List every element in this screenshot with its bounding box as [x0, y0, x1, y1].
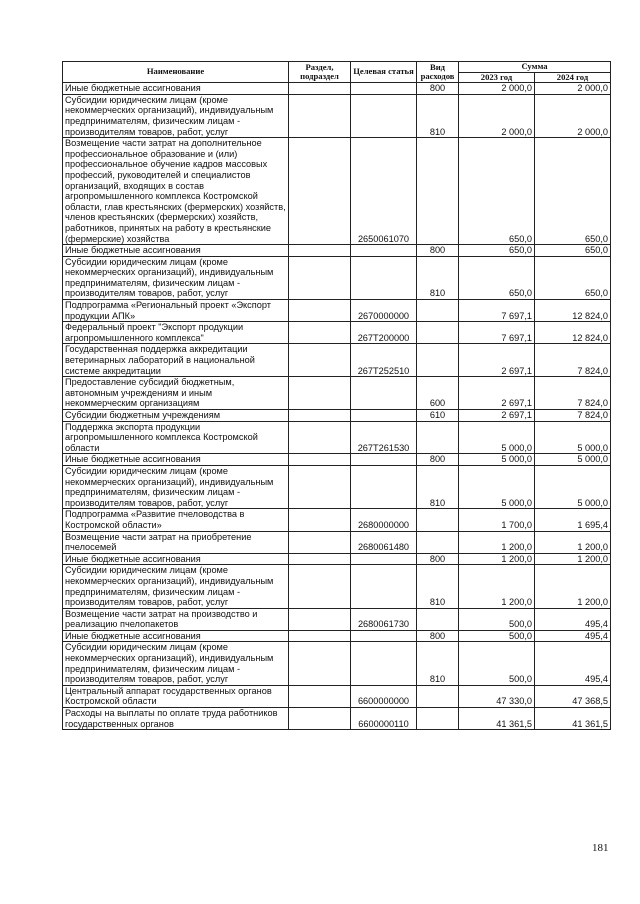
row-sum-2024-cell: 5 000,0 — [535, 421, 611, 454]
row-target-article-cell — [351, 630, 417, 642]
row-sum-2023-cell: 500,0 — [459, 630, 535, 642]
row-expense-type-cell — [417, 138, 459, 245]
row-target-article-cell — [351, 565, 417, 608]
row-section-cell — [289, 256, 351, 299]
row-name-cell: Субсидии юридическим лицам (кроме некоммерческих организаций), индивидуальным предпринимателям, физическим лицам - производителям товаров, работ, услуг — [63, 94, 289, 137]
row-sum-2023-cell: 2 697,1 — [459, 344, 535, 377]
row-name-cell: Поддержка экспорта продукции агропромышленного комплекса Костромской области — [63, 421, 289, 454]
row-target-article-cell: 2650061070 — [351, 138, 417, 245]
table-row — [63, 531, 611, 553]
row-sum-2023-cell: 2 697,1 — [459, 410, 535, 422]
row-sum-2024-cell: 2 000,0 — [535, 83, 611, 95]
row-sum-2024-cell: 7 824,0 — [535, 377, 611, 410]
row-sum-2024-cell: 1 200,0 — [535, 553, 611, 565]
row-name-cell: Субсидии бюджетным учреждениям — [63, 410, 289, 422]
row-name-cell: Предоставление субсидий бюджетным, автономным учреждениям и иным некоммерческим организациям — [63, 377, 289, 410]
row-sum-2023-cell: 2 697,1 — [459, 377, 535, 410]
row-section-cell — [289, 531, 351, 553]
row-target-article-cell — [351, 553, 417, 565]
row-target-article-cell: 2670000000 — [351, 300, 417, 322]
row-section-cell — [289, 344, 351, 377]
row-name-cell: Подпрограмма «Региональный проект «Экспорт продукции АПК» — [63, 300, 289, 322]
row-sum-2023-cell: 2 000,0 — [459, 83, 535, 95]
row-name-cell: Возмещение части затрат на производство и реализацию пчелопакетов — [63, 608, 289, 630]
row-expense-type-cell — [417, 708, 459, 730]
row-name-cell: Иные бюджетные ассигнования — [63, 454, 289, 466]
table-row — [63, 421, 611, 454]
header-sum: Сумма — [459, 62, 611, 73]
row-sum-2023-cell: 7 697,1 — [459, 300, 535, 322]
row-expense-type-cell: 800 — [417, 83, 459, 95]
row-sum-2023-cell: 5 000,0 — [459, 421, 535, 454]
row-sum-2023-cell: 650,0 — [459, 138, 535, 245]
row-sum-2023-cell: 2 000,0 — [459, 94, 535, 137]
row-expense-type-cell: 810 — [417, 465, 459, 508]
row-section-cell — [289, 83, 351, 95]
row-sum-2024-cell: 650,0 — [535, 256, 611, 299]
row-section-cell — [289, 300, 351, 322]
row-sum-2024-cell: 1 695,4 — [535, 509, 611, 531]
table-header — [63, 62, 611, 83]
row-sum-2023-cell: 650,0 — [459, 256, 535, 299]
budget-table — [62, 61, 611, 730]
row-section-cell — [289, 553, 351, 565]
row-target-article-cell — [351, 94, 417, 137]
row-name-cell: Иные бюджетные ассигнования — [63, 630, 289, 642]
row-section-cell — [289, 138, 351, 245]
row-target-article-cell — [351, 465, 417, 508]
row-sum-2024-cell: 47 368,5 — [535, 685, 611, 707]
row-sum-2023-cell: 5 000,0 — [459, 454, 535, 466]
row-name-cell: Центральный аппарат государственных органов Костромской области — [63, 685, 289, 707]
row-expense-type-cell — [417, 531, 459, 553]
table-row — [63, 322, 611, 344]
table-row — [63, 245, 611, 257]
row-expense-type-cell: 800 — [417, 454, 459, 466]
table-row — [63, 377, 611, 410]
row-target-article-cell: 6600000000 — [351, 685, 417, 707]
row-sum-2024-cell: 5 000,0 — [535, 465, 611, 508]
row-expense-type-cell — [417, 344, 459, 377]
table-row — [63, 410, 611, 422]
row-expense-type-cell: 810 — [417, 565, 459, 608]
header-name: Наименование — [63, 62, 289, 83]
row-sum-2024-cell: 1 200,0 — [535, 531, 611, 553]
row-name-cell: Субсидии юридическим лицам (кроме некоммерческих организаций), индивидуальным предпринимателям, физическим лицам - производителям товаров, работ, услуг — [63, 565, 289, 608]
table-row — [63, 465, 611, 508]
row-sum-2024-cell: 7 824,0 — [535, 410, 611, 422]
table-row — [63, 565, 611, 608]
row-section-cell — [289, 565, 351, 608]
header-year-2023: 2023 год — [459, 72, 535, 83]
row-name-cell: Субсидии юридическим лицам (кроме некоммерческих организаций), индивидуальным предпринимателям, физическим лицам - производителям товаров, работ, услуг — [63, 256, 289, 299]
row-expense-type-cell: 810 — [417, 256, 459, 299]
row-expense-type-cell: 800 — [417, 630, 459, 642]
row-section-cell — [289, 630, 351, 642]
row-sum-2024-cell: 12 824,0 — [535, 322, 611, 344]
table-row — [63, 256, 611, 299]
row-sum-2023-cell: 500,0 — [459, 608, 535, 630]
row-name-cell: Субсидии юридическим лицам (кроме некоммерческих организаций), индивидуальным предпринимателям, физическим лицам - производителям товаров, работ, услуг — [63, 642, 289, 685]
row-target-article-cell — [351, 245, 417, 257]
row-sum-2024-cell: 495,4 — [535, 642, 611, 685]
header-target-article: Целевая статья — [351, 62, 417, 83]
table-row — [63, 685, 611, 707]
row-section-cell — [289, 377, 351, 410]
row-sum-2023-cell: 47 330,0 — [459, 685, 535, 707]
header-section: Раздел, подраздел — [289, 62, 351, 83]
row-section-cell — [289, 421, 351, 454]
row-name-cell: Иные бюджетные ассигнования — [63, 245, 289, 257]
row-sum-2023-cell: 41 361,5 — [459, 708, 535, 730]
table-row — [63, 300, 611, 322]
table-row — [63, 83, 611, 95]
row-target-article-cell: 267T200000 — [351, 322, 417, 344]
table-body — [63, 83, 611, 730]
row-sum-2024-cell: 650,0 — [535, 138, 611, 245]
row-target-article-cell — [351, 642, 417, 685]
row-target-article-cell: 2680061480 — [351, 531, 417, 553]
row-section-cell — [289, 685, 351, 707]
row-target-article-cell — [351, 256, 417, 299]
row-sum-2024-cell: 650,0 — [535, 245, 611, 257]
row-sum-2023-cell: 500,0 — [459, 642, 535, 685]
row-expense-type-cell: 800 — [417, 245, 459, 257]
row-sum-2023-cell: 7 697,1 — [459, 322, 535, 344]
row-expense-type-cell: 810 — [417, 94, 459, 137]
row-expense-type-cell — [417, 685, 459, 707]
table-row — [63, 509, 611, 531]
row-sum-2023-cell: 1 700,0 — [459, 509, 535, 531]
row-expense-type-cell: 810 — [417, 642, 459, 685]
row-expense-type-cell — [417, 509, 459, 531]
row-target-article-cell: 267T252510 — [351, 344, 417, 377]
row-name-cell: Иные бюджетные ассигнования — [63, 553, 289, 565]
row-sum-2023-cell: 1 200,0 — [459, 565, 535, 608]
row-name-cell: Иные бюджетные ассигнования — [63, 83, 289, 95]
row-sum-2023-cell: 1 200,0 — [459, 553, 535, 565]
row-section-cell — [289, 708, 351, 730]
row-sum-2024-cell: 12 824,0 — [535, 300, 611, 322]
row-target-article-cell: 2680061730 — [351, 608, 417, 630]
row-section-cell — [289, 410, 351, 422]
row-expense-type-cell — [417, 608, 459, 630]
table-row — [63, 344, 611, 377]
row-sum-2023-cell: 1 200,0 — [459, 531, 535, 553]
row-sum-2024-cell: 41 361,5 — [535, 708, 611, 730]
row-name-cell: Возмещение части затрат на дополнительное профессиональное образование и (или) профессиональное обучение кадров массовых профессий, руководителей и специалистов организаций, входящих в состав агропромышленного комплекса Костромской области, глав крестьянских (фермерских) хозяйств, членов крестьянских (фермерских) хозяйств, работников, принятых на работу в крестьянские (фермерские) хозяйства — [63, 138, 289, 245]
row-expense-type-cell: 600 — [417, 377, 459, 410]
row-sum-2023-cell: 650,0 — [459, 245, 535, 257]
row-section-cell — [289, 642, 351, 685]
row-section-cell — [289, 245, 351, 257]
row-name-cell: Государственная поддержка аккредитации ветеринарных лабораторий в национальной системе аккредитации — [63, 344, 289, 377]
row-target-article-cell: 2680000000 — [351, 509, 417, 531]
row-target-article-cell: 267T261530 — [351, 421, 417, 454]
row-section-cell — [289, 322, 351, 344]
table-row — [63, 708, 611, 730]
row-sum-2024-cell: 5 000,0 — [535, 454, 611, 466]
row-sum-2024-cell: 1 200,0 — [535, 565, 611, 608]
row-expense-type-cell — [417, 421, 459, 454]
row-expense-type-cell: 800 — [417, 553, 459, 565]
row-target-article-cell — [351, 454, 417, 466]
row-name-cell: Возмещение части затрат на приобретение пчелосемей — [63, 531, 289, 553]
row-target-article-cell — [351, 410, 417, 422]
row-name-cell: Федеральный проект "Экспорт продукции агропромышленного комплекса" — [63, 322, 289, 344]
table-row — [63, 553, 611, 565]
row-expense-type-cell: 610 — [417, 410, 459, 422]
table-row — [63, 642, 611, 685]
row-section-cell — [289, 465, 351, 508]
header-year-2024: 2024 год — [535, 72, 611, 83]
row-sum-2024-cell: 7 824,0 — [535, 344, 611, 377]
table-row — [63, 630, 611, 642]
row-expense-type-cell — [417, 300, 459, 322]
row-target-article-cell — [351, 83, 417, 95]
row-name-cell: Расходы на выплаты по оплате труда работников государственных органов — [63, 708, 289, 730]
row-name-cell: Субсидии юридическим лицам (кроме некоммерческих организаций), индивидуальным предпринимателям, физическим лицам - производителям товаров, работ, услуг — [63, 465, 289, 508]
header-expense-type: Вид расходов — [417, 62, 459, 83]
table-row — [63, 454, 611, 466]
row-name-cell: Подпрограмма «Развитие пчеловодства в Костромской области» — [63, 509, 289, 531]
row-section-cell — [289, 608, 351, 630]
table-row — [63, 94, 611, 137]
row-sum-2024-cell: 2 000,0 — [535, 94, 611, 137]
row-sum-2023-cell: 5 000,0 — [459, 465, 535, 508]
table-row — [63, 138, 611, 245]
row-section-cell — [289, 94, 351, 137]
row-target-article-cell — [351, 377, 417, 410]
row-sum-2024-cell: 495,4 — [535, 608, 611, 630]
row-section-cell — [289, 454, 351, 466]
page-number: 181 — [592, 842, 609, 854]
row-section-cell — [289, 509, 351, 531]
row-expense-type-cell — [417, 322, 459, 344]
table-row — [63, 608, 611, 630]
row-sum-2024-cell: 495,4 — [535, 630, 611, 642]
row-target-article-cell: 6600000110 — [351, 708, 417, 730]
